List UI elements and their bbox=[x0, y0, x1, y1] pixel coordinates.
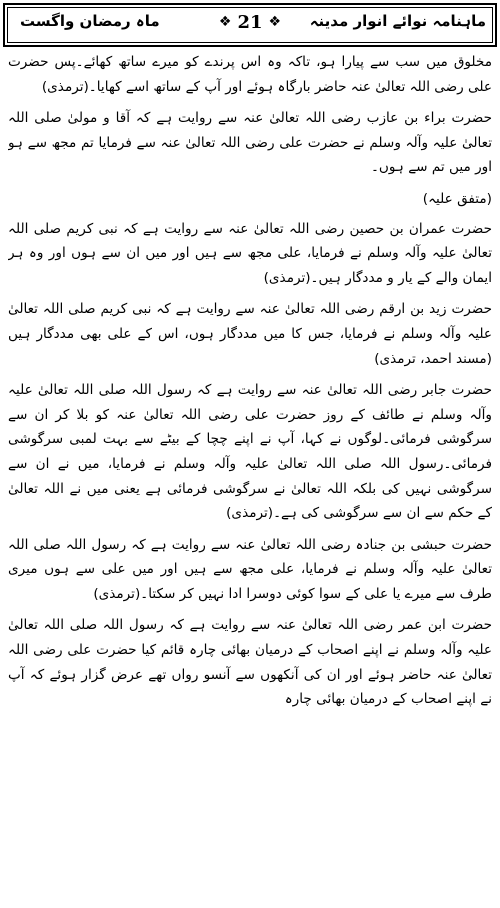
paragraph: حضرت جابر رضی اللہ تعالیٰ عنہ سے روایت ہے کہ رسول اللہ صلی اللہ تعالیٰ علیہ وآلہ وسلم نے طائف کے روز حضرت علی رضی اللہ تعالیٰ عنہ کو بلا کر ان سے سرگوشی فرمائی۔لوگوں نے کہا، آپ نے اپنے چچا کے بیٹے سے بہت لمبی سرگوشی فرمائی۔رسول اللہ صلی اللہ تعالیٰ علیہ وآلہ وسلم نے فرمایا، میں نے ان سے سرگوشی نہیں کی بلکہ اللہ تعالیٰ نے سرگوشی فرمائی ہے یعنی میں نے اللہ تعالیٰ کے حکم سے ان سے سرگوشی کی ہے۔(ترمذی) bbox=[8, 382, 492, 522]
paragraph: حضرت براء بن عازب رضی اللہ تعالیٰ عنہ سے روایت ہے کہ آقا و مولیٰ صلی اللہ تعالیٰ علیہ وآلہ وسلم نے حضرت علی رضی اللہ تعالیٰ عنہ سے فرمایا تم مجھ سے ہو اور میں تم سے ہوں۔ bbox=[8, 110, 492, 176]
paragraph: حضرت ابن عمر رضی اللہ تعالیٰ عنہ سے روایت ہے کہ رسول اللہ صلی اللہ تعالیٰ علیہ وآلہ وسلم نے اپنے اصحاب کے درمیان بھائی چارہ قائم کیا حضرت علی رضی اللہ تعالیٰ عنہ حاضر ہوئے اور ان کی آنکھوں سے آنسو رواں تھے عرض گزار ہوئے کہ آپ نے اپنے اصحاب کے درمیان بھائی چارہ bbox=[8, 617, 492, 708]
ornament-right-icon: ❖ bbox=[268, 14, 282, 30]
magazine-title: ماہنامہ نوائے انوار مدینہ bbox=[309, 12, 486, 30]
page-number: 21 bbox=[237, 11, 263, 33]
issue-month: ماہ رمضان واگست bbox=[20, 12, 160, 30]
citation: (متفق علیہ) bbox=[422, 190, 492, 207]
page-header bbox=[0, 0, 500, 46]
article-body bbox=[8, 50, 492, 900]
page-number-box bbox=[210, 8, 290, 36]
paragraph: مخلوق میں سب سے پیارا ہو، تاکہ وہ اس پرندے کو میرے ساتھ کھائے۔پس حضرت علی رضی اللہ تعالیٰ عنہ حاضر بارگاہ ہوئے اور آپ کے ساتھ اسے کھایا۔(ترمذی) bbox=[8, 54, 492, 95]
paragraph: حضرت زید بن ارقم رضی اللہ تعالیٰ عنہ سے روایت ہے کہ نبی کریم صلی اللہ تعالیٰ علیہ وآلہ وسلم نے فرمایا، جس کا میں مددگار ہوں، اس کے علی بھی مددگار ہیں (مسند احمد، ترمذی) bbox=[8, 301, 492, 367]
paragraph: حضرت عمران بن حصین رضی اللہ تعالیٰ عنہ سے روایت ہے کہ نبی کریم صلی اللہ تعالیٰ علیہ وآلہ وسلم نے فرمایا، علی مجھ سے ہیں اور میں ان سے ہوں اور وہ ہر ایمان والے کے یار و مددگار ہیں۔(ترمذی) bbox=[8, 220, 492, 286]
ornament-left-icon: ❖ bbox=[218, 14, 232, 30]
paragraph: حضرت حبشی بن جنادہ رضی اللہ تعالیٰ عنہ سے روایت ہے کہ رسول اللہ صلی اللہ تعالیٰ علیہ وآلہ وسلم نے فرمایا، علی مجھ سے ہیں اور میں علی سے ہوں میری طرف سے میرے یا علی کے سوا کوئی دوسرا ادا نہیں کر سکتا۔(ترمذی) bbox=[8, 536, 492, 602]
